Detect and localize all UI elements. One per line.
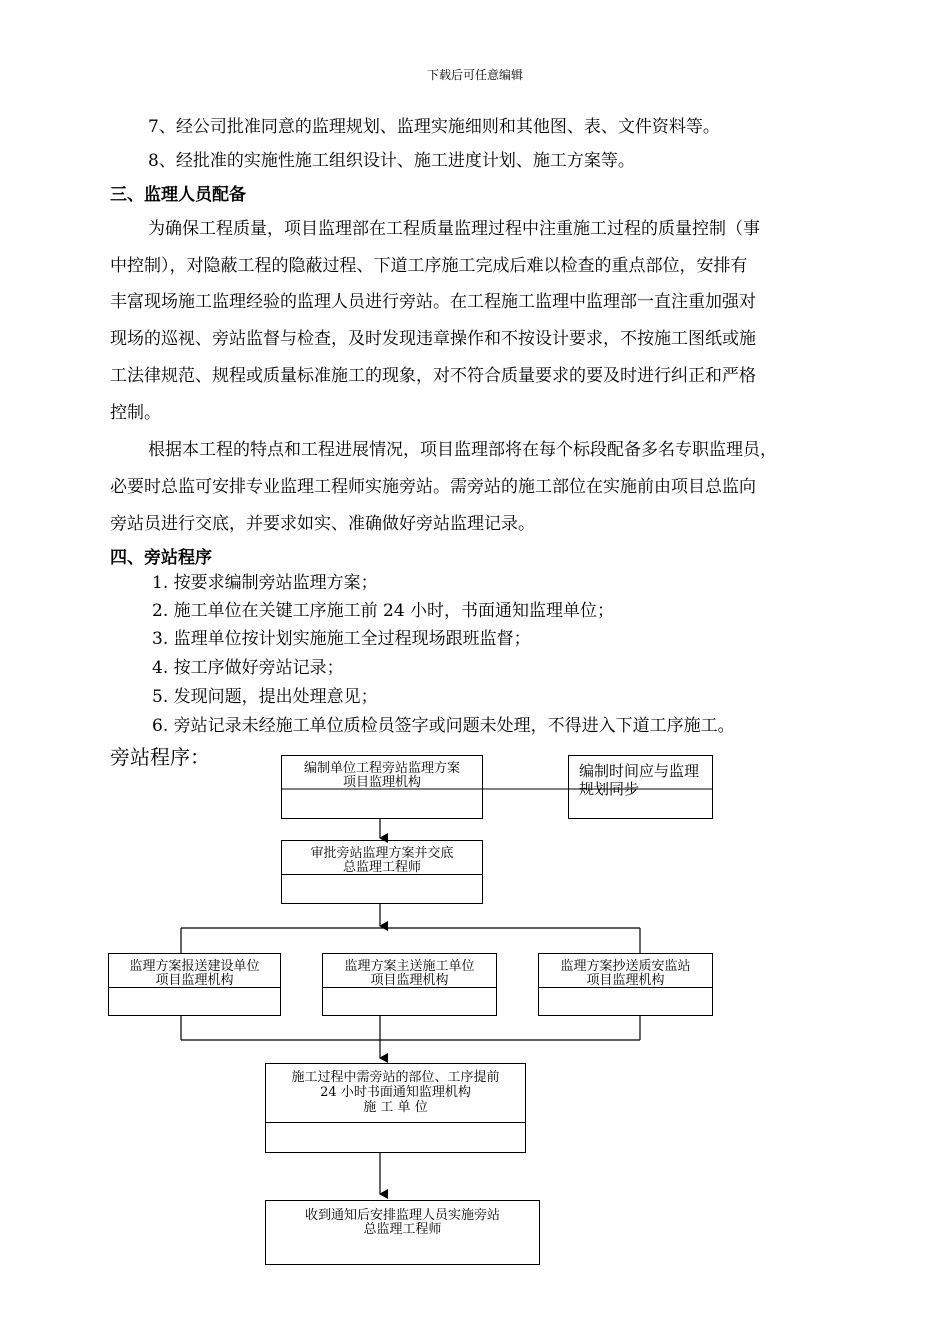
flow-box-copy-safety-station <box>538 953 713 1016</box>
flow-box-subtext: 项目监理机构 <box>342 775 421 790</box>
box-divider <box>539 987 712 988</box>
flow-box-subtext: 项目监理机构 <box>370 973 449 988</box>
item-8: 8、经批准的实施性施工组织设计、施工进度计划、施工方案等。 <box>148 151 635 171</box>
item-7: 7、经公司批准同意的监理规划、监理实施细则和其他图、表、文件资料等。 <box>148 117 720 137</box>
step-item: 2. 施工单位在关键工序施工前 24 小时，书面通知监理单位； <box>152 601 615 621</box>
flow-box-text: 监理方案主送施工单位 <box>344 959 475 974</box>
flow-box-send-owner <box>108 953 281 1016</box>
flow-box-text: 24 小时书面通知监理机构 <box>320 1085 471 1100</box>
flow-box-subtext: 项目监理机构 <box>586 973 665 988</box>
flow-box-arrange-supervision <box>265 1200 540 1265</box>
section-3-para2-line: 旁站员进行交底，并要求如实、准确做好旁站监理记录。 <box>110 514 535 534</box>
box-divider <box>266 1122 525 1123</box>
flow-box-notify-24h <box>265 1063 526 1153</box>
step-item: 1. 按要求编制旁站监理方案； <box>152 573 378 593</box>
section-3-para1-line: 现场的巡视、旁站监督与检查，及时发现违章操作和不按设计要求，不按施工图纸或施 <box>110 329 756 349</box>
flow-box-approve-plan <box>281 840 483 904</box>
side-note-box <box>568 755 713 819</box>
flow-box-compile-plan <box>281 755 483 819</box>
flow-box-subtext: 总监理工程师 <box>342 860 421 875</box>
step-item: 5. 发现问题，提出处理意见； <box>152 687 378 707</box>
section-3-para1-line: 中控制），对隐蔽工程的隐蔽过程、下道工序施工完成后难以检查的重点部位，安排有 <box>110 256 748 276</box>
section-3-para1-line: 为确保工程质量，项目监理部在工程质量监理过程中注重施工过程的质量控制（事 <box>148 219 760 239</box>
section-3-para1-line: 控制。 <box>110 403 161 423</box>
flow-box-text: 收到通知后安排监理人员实施旁站 <box>304 1208 500 1223</box>
section-3-para1-line: 丰富现场施工监理经验的监理人员进行旁站。在工程施工监理中监理部一直注重加强对 <box>110 292 756 312</box>
section-3-para2-line: 根据本工程的特点和工程进展情况，项目监理部将在每个标段配备多名专职监理员， <box>148 440 777 460</box>
flow-box-text: 施工过程中需旁站的部位、工序提前 <box>291 1070 500 1085</box>
flow-box-subtext: 总监理工程师 <box>363 1222 442 1237</box>
flowchart-title: 旁站程序： <box>110 745 210 769</box>
step-item: 3. 监理单位按计划实施施工全过程现场跟班监督； <box>152 629 531 649</box>
flow-box-text: 监理方案抄送质安监站 <box>560 959 691 974</box>
flow-box-send-contractor <box>322 953 497 1016</box>
side-note-text: 编制时间应与监理规划同步 <box>579 762 700 798</box>
step-item: 6. 旁站记录未经施工单位质检员签字或问题未处理，不得进入下道工序施工。 <box>152 716 735 736</box>
flow-box-subtext: 施 工 单 位 <box>363 1100 428 1115</box>
flow-box-subtext: 项目监理机构 <box>155 973 234 988</box>
box-divider <box>282 874 482 875</box>
box-divider <box>109 987 280 988</box>
box-divider <box>323 987 496 988</box>
step-item: 4. 按工序做好旁站记录； <box>152 658 344 678</box>
flow-box-text: 编制单位工程旁站监理方案 <box>303 761 460 776</box>
section-3-para1-line: 工法律规范、规程或质量标准施工的现象，对不符合质量要求的要及时进行纠正和严格 <box>110 366 756 386</box>
flow-box-text: 监理方案报送建设单位 <box>129 959 260 974</box>
section-3-para2-line: 必要时总监可安排专业监理工程师实施旁站。需旁站的施工部位在实施前由项目总监向 <box>110 477 756 497</box>
flow-box-text: 审批旁站监理方案并交底 <box>310 846 454 861</box>
section-4-heading: 四、旁站程序 <box>110 548 212 568</box>
page-header: 下载后可任意编辑 <box>426 68 523 82</box>
section-3-heading: 三、监理人员配备 <box>110 185 246 205</box>
